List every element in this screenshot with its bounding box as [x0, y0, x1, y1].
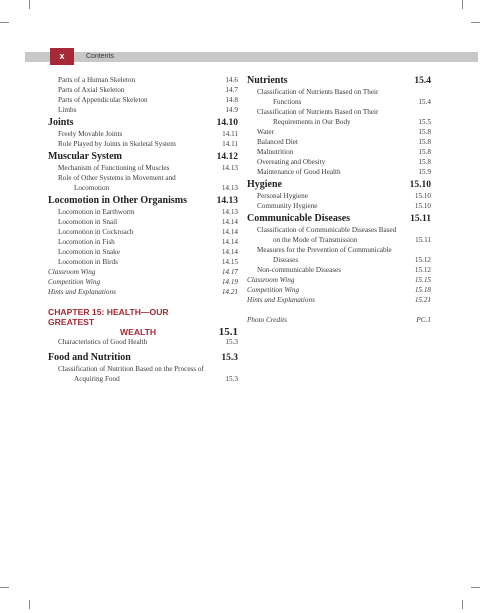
toc-entry[interactable]: Classification of Communicable Diseases Based on the Mode of Transmission 15.11 — [257, 226, 431, 244]
toc-entry-classroom-wing[interactable]: Classroom Wing 15.15 — [247, 276, 431, 284]
toc-entry[interactable]: Freely Movable Joints 14.11 — [58, 130, 238, 138]
toc-entry[interactable]: Locomotion in Snail 14.14 — [58, 218, 238, 226]
toc-entry[interactable]: Role of Other Systems in Movement and Locomotion 14.13 — [58, 174, 238, 192]
crop-mark — [471, 22, 480, 23]
toc-entry[interactable]: Balanced Diet 15.8 — [257, 138, 431, 146]
toc-entry[interactable]: Personal Hygiene 15.10 — [257, 192, 431, 200]
toc-right-column — [247, 75, 431, 325]
toc-entry[interactable]: Classification of Nutrients Based on Their Requirements in Our Body 15.5 — [257, 108, 431, 126]
toc-entry[interactable]: Parts of Axial Skeleton 14.7 — [58, 86, 238, 94]
toc-entry-photo-credits[interactable]: Photo Credits PC.1 — [247, 316, 431, 324]
toc-left-column — [48, 75, 238, 384]
crop-mark — [462, 600, 463, 609]
toc-entry[interactable]: Characteristics of Good Health 15.3 — [58, 338, 238, 346]
toc-entry[interactable]: Non-communicable Diseases 15.12 — [257, 266, 431, 274]
toc-entry[interactable]: Measures for the Prevention of Communicable Diseases 15.12 — [257, 246, 431, 264]
toc-entry[interactable]: Classification of Nutrients Based on Their Functions 15.4 — [257, 88, 431, 106]
toc-chapter-15-heading[interactable]: CHAPTER 15: HEALTH—OUR GREATEST WEALTH 15.1 — [48, 307, 238, 338]
toc-entry[interactable]: Mechanism of Functioning of Muscles 14.13 — [58, 164, 238, 172]
toc-entry[interactable]: Locomotion in Cockroach 14.14 — [58, 228, 238, 236]
toc-entry-competition-wing[interactable]: Competition Wing 15.18 — [247, 286, 431, 294]
toc-section-nutrients[interactable]: Nutrients 15.4 — [247, 75, 431, 86]
crop-mark — [0, 22, 9, 23]
toc-entry-hints[interactable]: Hints and Explanations 14.21 — [48, 288, 238, 296]
crop-mark — [29, 600, 30, 609]
toc-section-muscular-system[interactable]: Muscular System 14.12 — [48, 151, 238, 162]
toc-entry[interactable]: Community Hygiene 15.10 — [257, 202, 431, 210]
toc-entry[interactable]: Water 15.8 — [257, 128, 431, 136]
toc-entry[interactable]: Role Played by Joints in Skeletal System 14.11 — [58, 140, 238, 148]
toc-entry[interactable]: Limbs 14.9 — [58, 106, 238, 114]
toc-section-joints[interactable]: Joints 14.10 — [48, 117, 238, 128]
crop-mark — [29, 0, 30, 9]
running-header-title: Contents — [86, 53, 115, 60]
toc-entry-competition-wing[interactable]: Competition Wing 14.19 — [48, 278, 238, 286]
crop-mark — [471, 587, 480, 588]
toc-section-locomotion[interactable]: Locomotion in Other Organisms 14.13 — [48, 195, 238, 206]
toc-section-hygiene[interactable]: Hygiene 15.10 — [247, 179, 431, 190]
toc-entry[interactable]: Overeating and Obesity 15.8 — [257, 158, 431, 166]
toc-entry[interactable]: Parts of a Human Skeleton 14.6 — [58, 76, 238, 84]
page-number: x — [50, 48, 74, 65]
toc-entry-hints[interactable]: Hints and Explanations 15.21 — [247, 296, 431, 304]
toc-entry[interactable]: Locomotion in Snake 14.14 — [58, 248, 238, 256]
toc-entry[interactable]: Parts of Appendicular Skeleton 14.8 — [58, 96, 238, 104]
toc-entry[interactable]: Locomotion in Fish 14.14 — [58, 238, 238, 246]
toc-entry-classroom-wing[interactable]: Classroom Wing 14.17 — [48, 268, 238, 276]
toc-entry[interactable]: Locomotion in Birds 14.15 — [58, 258, 238, 266]
toc-entry[interactable]: Locomotion in Earthworm 14.13 — [58, 208, 238, 216]
crop-mark — [462, 0, 463, 9]
toc-entry[interactable]: Malnutrition 15.8 — [257, 148, 431, 156]
crop-mark — [0, 587, 9, 588]
toc-section-communicable-diseases[interactable]: Communicable Diseases 15.11 — [247, 213, 431, 224]
toc-entry[interactable]: Maintenance of Good Health 15.9 — [257, 168, 431, 176]
toc-section-food-and-nutrition[interactable]: Food and Nutrition 15.3 — [48, 352, 238, 363]
toc-entry[interactable]: Classification of Nutrition Based on the Process of Acquiring Food 15.3 — [58, 365, 238, 383]
